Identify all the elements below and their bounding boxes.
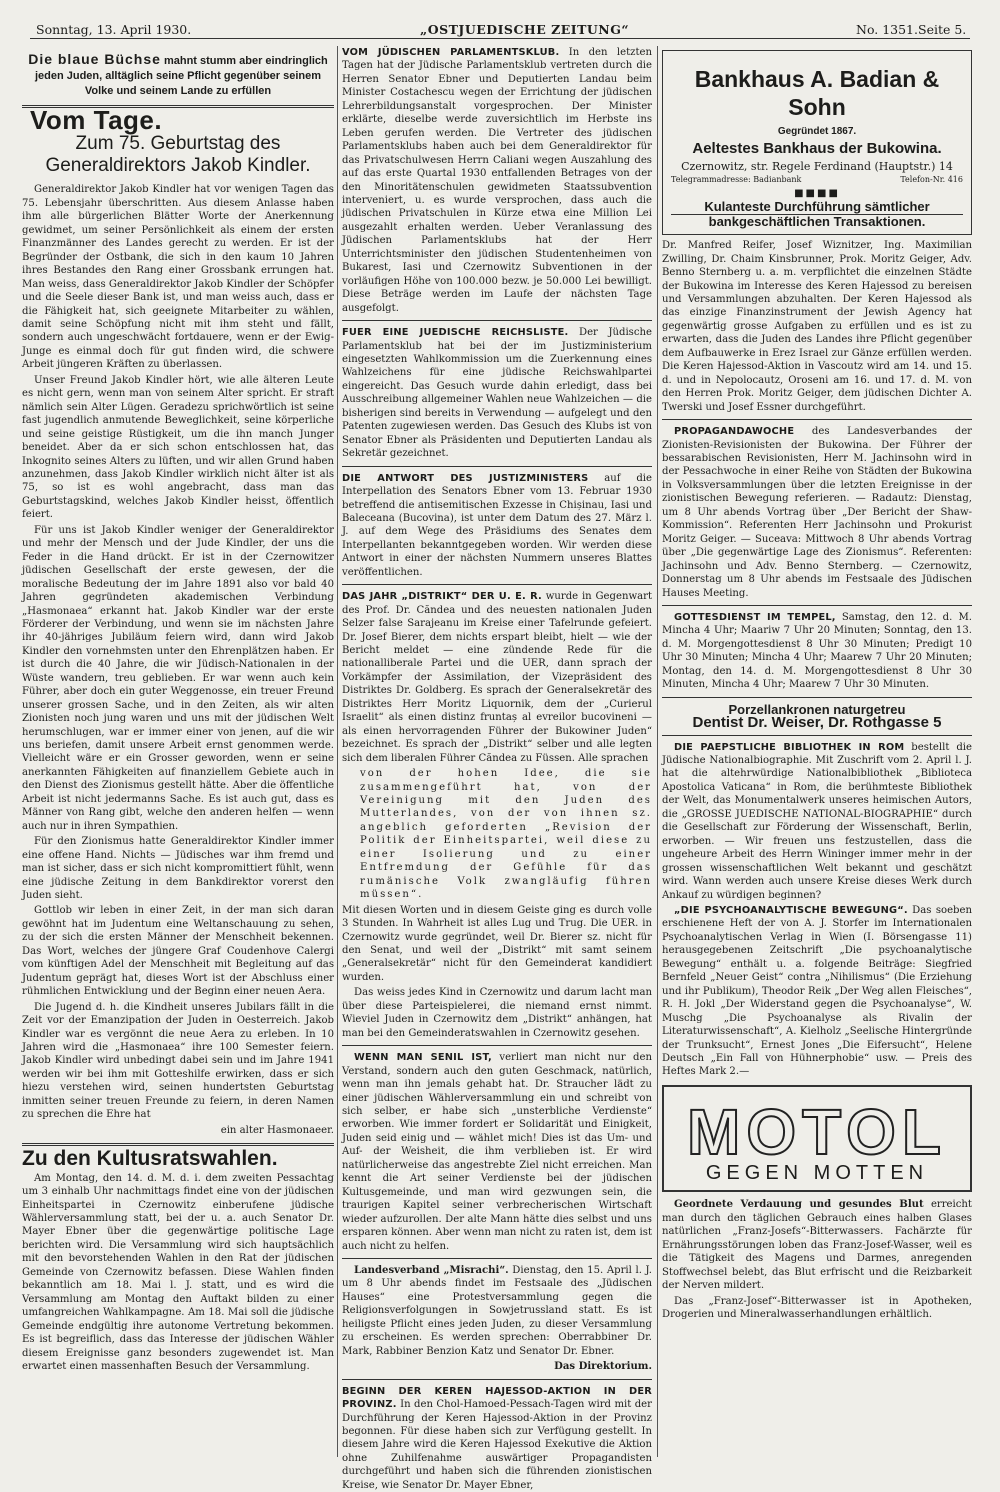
news-text: bestellt die Jüdische Nationalbiographie. Mit Zuschrift vom 2. April l. J. hat die altehrwürdige Nationalbibliothek „Biblioteca Apostolica Vaticana“ in Rom, die berühmteste Bibliothek der Welt, das Monumentalwerk unseres heimischen Autors, die „GROSSE JUEDISCHE NATIONAL-BIOGRAPHIE“ durch die Gesellschaft zur Förderung der Wissenschaft, Berlin, erworben. — Wir freuen uns festzustellen, dass die ungeheure Arbeit des Herrn Wininger immer mehr in der grossen wissenschaftlichen Welt bekannt und geschätzt wird. Wann werden auch unsere Kreise dieses Werk durch Ankauf zu würdigen beginnen? — [662, 741, 972, 901]
divider — [342, 1045, 652, 1046]
article-paragraph: Generaldirektor Jakob Kindler hat vor wenigen Tagen das 75. Lebensjahr überschritten. Aus diesem Anlasse haben ihm alle bürgerlichen Blätter Worte der Anerkennung gewidmet, um seiner Persönlichkeit als einem der ersten Finanzmänner des Landes gerecht zu werden. Er ist der Begründer der Ostbank, die sich in den kaum 10 Jahren ihres Bestandes den Rang einer Grossbank errungen hat. Man weiss, dass Generaldirektor Jakob Kindler der Schöpfer und die Seele dieser Bank ist, und man weiss auch, dass er die Fähigkeit hat, sich geeignete Mitarbeiter zu wählen, damit seine Schöpfung nicht mit ihm steht und fällt, sondern auch ungeschwächt fortdauere, wenn er der Ewig-Junge es einmal doch für gut finden wird, die schwere Arbeit jüngeren Kräften zu überlassen. — [22, 184, 334, 371]
bank-advertisement — [662, 50, 972, 235]
divider — [342, 1379, 652, 1380]
article-paragraph: Für uns ist Jakob Kindler weniger der Generaldirektor und mehr der Mensch und der Jude Kindler, der uns die Feder in die Hand drückt. Er ist in der Czernowitzer jüdischen Gesellschaft der erste gewesen, der die moralische Bedeutung der im Jahre 1891 also vor bald 40 Jahren gegründeten akademischen Verbindung „Hasmonaea“ erkannt hat. Jakob Kindler war der erste Förderer der Verbindung, und wenn sie im nächsten Jahre ihr 40-jähriges Jubiläum feiern wird, dann wird Jakob Kindler den vornehmsten unter den Ehrenplätzen haben. Er ist durch die 40 Jahre, die wir Jüdisch-Nationalen in der Wüste wandern, treu geblieben. Er war wenn auch kein Führer, aber doch ein guter Weggenosse, ein treuer Freund unserer grossen Sache, und in den Zeiten, als wir alten Zionisten noch jung waren und uns mit der jüdischen Welt herumschlugen, war er immer einer von jenen, auf die wir uns beriefen, damit unsere Arbeit ernst genommen werde. Vielleicht wäre er ein Grosser geworden, wenn er seine anerkannten Fähigkeiten auf finanziellem Gebiete auch in den Dienst des Zionismus gestellt hätte. Aber die öffentliche Arbeit ist nicht jedermanns Sache. Es ist auch gut, dass es Männer von Rang gibt, welche den anderen helfen — wenn auch nur in ihren Sympathien. — [22, 524, 334, 832]
divider — [662, 419, 972, 420]
bank-telegram: Telegrammadresse: Badianbank — [671, 175, 802, 185]
news-text: auf die Interpellation des Senators Ebner vom 13. Februar 1930 betreffend die antisemitischen Exzesse in Chișinau, Iasi und Baleceana (Bucovina), ist unter dem Datum des 27. März l. J. auf dem Wege des Präsidiums des Senates dem Interpellanten bekanntgegeben worden. Wir werden diese Antwort in einer der nächsten Nummern unseres Blattes veröffentlichen. — [342, 472, 652, 578]
news-text: Der Jüdische Parlamentsklub hat bei der im Justizministerium eingesetzten Wahlkommission um die Zuerkennung eines Wahlzeichens für eine jüdische Reichswahlpartei eingereicht. Das Gesuch wurde dahin erledigt, dass bei Ausschreibung allgemeiner Wahlen neue Wahlzeichen — die bisherigen sind bereits in Verwendung — aufgelegt und den Patenten zugewiesen werden. Das Gesuch des Klubs ist von Senator Ebner als Präsidenten und Deputierten Landau als Sekretär gezeichnet. — [342, 327, 652, 460]
header-issue-number: No. 1351. — [856, 22, 918, 37]
divider — [342, 466, 652, 467]
bank-founded: Gegründet 1867. — [777, 126, 857, 137]
news-heading: Geordnete Verdauung und gesundes Blut — [674, 1199, 924, 1211]
news-text: Samstag, den 12. d. M. Mincha 4 Uhr; Maariw 7 Uhr 20 Minuten; Sonntag, den 13. d. M. Morgengottesdienst 8 Uhr 30 Minuten; Predigt 10 Uhr 30 Minuten; Mincha 4 Uhr; Maarew 7 Uhr 20 Minuten; Montag, den 14. d. M. Morgengottesdienst 8 Uhr 30 Minuten, Mincha 4 Uhr; Maarew 7 Uhr 30 Minuten. — [662, 611, 972, 691]
news-heading: BEGINN DER KEREN HAJESSOD-AKTION IN DER PROVINZ. — [342, 1385, 652, 1411]
news-heading: WENN MAN SENIL IST, — [354, 1052, 492, 1064]
news-text: wurde in Gegenwart des Prof. Dr. Căndea und des neuesten nationalen Juden Selzer false Sarajeanu im Kreise einer Tafelrunde gefeiert. Dr. Josef Bierer, dem nichts erspart bleibt, hielt — wie der Bericht meldet — eine zündende Rede für die nationalliberale Partei und die UER, dann sprach der Vorkämpfer der Assimilation, der Vizepräsident des Distriktes Dr. Goldberg. Es sprach der Generalsekretär des Distriktes Herr Moritz Liquornik, dem der „Curierul Israelit“ als einen distinz fruntaș al evreilor bucovineni — als einen hervorragenden Führer der Bukowiner Juden“ bezeichnet. Es sprach der „Distrikt“ selber und alle legten sich dem liberalen Führer Căndea zu Füssen. Alle sprachen — [342, 591, 652, 764]
news-text: In den Chol-Hamoed-Pessach-Tagen wird mit der Durchführung der Keren Hajessod-Aktion in der Provinz begonnen. Für diese haben sich zur Verfügung gestellt. In diesem Jahre wird die Keren Hajessod Exekutive die Aktion ohne Zuhilfenahme auswärtiger Propagandisten durchgeführt und haben sich die führenden zionistischen Kreise, wie Senator Dr. Mayer Ebner, — [342, 1399, 652, 1491]
divider — [662, 735, 972, 736]
column-middle — [342, 46, 653, 1491]
column-divider — [337, 46, 338, 1457]
dentist-ad-line: Dentist Dr. Weiser, Dr. Rothgasse 5 — [692, 714, 942, 732]
header-page-number: Seite 5. — [918, 22, 967, 37]
column-right — [662, 46, 972, 1456]
blaue-buechse-title: Die blaue Büchse — [28, 51, 161, 67]
column-divider — [657, 46, 658, 1457]
motol-logo: MOTOL — [687, 1095, 947, 1168]
section-title-vom-tage: Vom Tage. — [30, 105, 163, 135]
news-heading: DAS JAHR „DISTRIKT“ DER U. E. R. — [342, 591, 542, 603]
article-paragraph: Für den Zionismus hatte Generaldirektor Kindler immer eine offene Hand. Nichts — Jüdisches war ihm fremd und man ist sicher, dass er sich nicht kompromittiert fühlt, wenn eine jüdische Zeitung in dem Bankdirektor vorerst den Juden sieht. — [22, 836, 334, 902]
article-paragraph: Am Montag, den 14. d. M. d. i. dem zweiten Pessachtag um 3 einhalb Uhr nachmittags findet eine von der jüdischen Einheitspartei in Czernowitz einberufene jüdische Wählerversammlung statt, bei der u. a. auch Senator Dr. Mayer Ebner über die gegenwärtige politische Lage berichten wird. Die Versammlung wird sich hauptsächlich mit den bevorstehenden Wahlen in den Rat der jüdischen Gemeinde von Czernowitz befassen. Diese Wahlen finden bekanntlich am 18. Mai l. J. statt, und es wird die Versammlung am Montag den Auftakt bilden zu einer umfangreichen Wahlkampagne. Am 18. Mai soll die jüdische Gemeinde endgültig ihre autonome Vertretung bekommen. Es ist begreiflich, dass das Interesse der jüdischen Wähler diesem Ereignisse ganz besonders zugewendet ist. Man erwartet einen massenhaften Besuch der Versammlung. — [22, 1172, 334, 1372]
news-heading: FUER EINE JUEDISCHE REICHSLISTE. — [342, 327, 569, 339]
news-text: erreicht man durch den täglichen Gebrauch eines halben Glases natürlichen „Franz-Josefs“-Bitterwassers. Fachärzte für Ernährungsstörungen loben das Franz-Josef-Wasser, weil es die Tätigkeit des Magens und Darmes, anregenden Stoffwechsel belebt, das Blut erfrischt und die Reizbarkeit der Nerven mildert. — [662, 1199, 972, 1292]
bank-slogan: Aeltestes Bankhaus der Bukowina. — [692, 140, 942, 158]
bank-name: Bankhaus A. Badian & Sohn — [694, 66, 940, 120]
bank-address: Czernowitz, str. Regele Ferdinand (Hauptstr.) 14 — [681, 159, 953, 173]
divider — [342, 1258, 652, 1259]
ornament-icon: ■■■■ — [794, 187, 840, 199]
article-paragraph: Die Jugend d. h. die Kindheit unseres Jubilars fällt in die Zeit vor der Emanzipation der Juden in Oesterreich. Jakob Kindler war es vergönnt die neue Aera zu erleben. In 10 Jahren wird die „Hasmonaea“ ihre 100 Semester feiern. Jakob Kindler wird unbedingt dabei sein und im Jahre 1941 werden wir bei ihm mit Gotteshilfe erwirken, dass er sich hiezu verstehen wird, seinen hundertsten Geburtstag inmitten seiner treuen Freunde zu feiern, in deren Namen zu sprechen die Ehre hat — [22, 1001, 334, 1121]
news-quote: von der hohen Idee, die sie zusammengeführt hat, von der Vereinigung mit den Juden des Mutterlandes, von der von ihnen sz. angeblich geforderten „Revision der Politik der Einheitspartei, weil diese zu einer Isolierung und zu einer Entfremdung der Gefühle für das rumänische Volk zwangläufig führen müssen“. — [360, 768, 652, 901]
article-title-kultusratswahlen: Zu den Kultusratswahlen. — [22, 1147, 278, 1171]
article-title-kindler: Zum 75. Geburtstag des Generaldirektors Jakob Kindler. — [45, 133, 311, 177]
news-heading: PROPAGANDAWOCHE — [674, 426, 795, 438]
divider — [662, 605, 972, 606]
header-date: Sonntag, 13. April 1930. — [36, 22, 192, 37]
page-header — [30, 14, 970, 39]
news-text: Das „Franz-Josef“-Bitterwasser ist in Apotheken, Drogerien und Mineralwasserhandlungen erhältlich. — [662, 1295, 972, 1320]
news-text: Das weiss jedes Kind in Czernowitz und darum lacht man über diese Parteispielerei, die niemand ernst nimmt. Wieviel Juden in Czernowitz dem „Distrikt“ anhängen, hat man bei den Gemeinderatswahlen in Czernowitz gesehen. — [342, 987, 652, 1039]
bank-tagline: bankgeschäftlichen Transaktionen. — [708, 213, 926, 229]
news-heading: Landesverband „Misrachi“. — [354, 1264, 509, 1276]
article-signature: ein alter Hasmonaeer. — [220, 1124, 334, 1136]
article-paragraph: Unser Freund Jakob Kindler hört, wie alle älteren Leute es nicht gern, wenn man von seinem Alter spricht. Er straft nämlich sein Alter Lügen. Geradezu sprichwörtlich ist seine fast jugendlich anmutende Beweglichkeit, seine körperliche und seine geistige Rüstigkeit, um die ihn manch Junger beneidet. Aber da er sich schon entschlossen hat, das Inkognito seines Alters zu lüften, und wir allen Grund haben anzunehmen, dass Jakob Kindler wirklich nicht älter ist als 75, so ist es wohl angebracht, dass man das Geburtstagskind, welches Jakob Kindler heisst, öffentlich feiert. — [22, 374, 334, 521]
divider — [22, 1143, 334, 1146]
blaue-buechse-text: mahnt stumm aber eindringlich jeden Juden, alltäglich seine Pflicht gegenüber seinem Volke und seinem Lande zu erfüllen — [34, 55, 328, 97]
news-heading: DIE PAEPSTLICHE BIBLIOTHEK IN ROM — [674, 741, 905, 753]
article-paragraph: Gottlob wir leben in einer Zeit, in der man sich daran gewöhnt hat im Judentum eine Weltanschauung zu sehen, zu der sich die ersten Männer der Menschheit bekennen. Das Wort, welches der jüngere Graf Coudenhove Calergi vom künftigen Adel der Menschheit mit Begleitung auf das Judentum geprägt hat, dieses Wort ist der Abschluss einer rühmlichen Entwicklung und der Beginn einer neuen Aera. — [22, 905, 334, 998]
dentist-ad-line: Porzellankronen naturgetreu — [728, 701, 906, 717]
divider — [662, 697, 972, 698]
news-text: Dienstag, den 15. April l. J. um 8 Uhr abends findet im Festsaale des „Jüdischen Hauses“ eine Protestversammlung gegen die Religionsverfolgungen in Sowjetrussland statt. Es ist heiligste Pflicht eines jeden Juden, zu dieser Versammlung zu erscheinen. Es werden sprechen: Oberrabbiner Dr. Mark, Rabbiner Benzion Katz und Senator Dr. Ebner. — [342, 1264, 652, 1357]
news-text: des Landesverbandes der Zionisten-Revisionisten der Bukowina. Der Führer der bessarabischen Revisionisten, Herr M. Jachinsohn wird in der Pessachwoche in einer Reihe von Städten der Bukowina in Volksversammlungen über die letzten Ereignisse in der zionistischen Bewegung referieren. — Radautz: Dienstag, um 8 Uhr abends Vortrag über „Der Bericht der Shaw-Kommission“. Referenten Herr Jachinsohn und Prokurist Moritz Geiger. — Suceava: Mittwoch 8 Uhr abends Vortrag über „Die gegenwärtige Lage des Zionismus“. Referenten: Jachinsohn und Adv. Benno Sternberg. — Czernowitz, Donnerstag um 8 Uhr abends im Festsaale des Jüdischen Hauses Meeting. — [662, 426, 972, 599]
motol-advertisement — [662, 1085, 972, 1192]
news-heading: „DIE PSYCHOANALYTISCHE BEWEGUNG“. — [674, 905, 908, 917]
divider — [342, 584, 652, 585]
bank-phone: Telefon-Nr. 416 — [900, 175, 963, 185]
news-heading: GOTTESDIENST IM TEMPEL, — [674, 611, 836, 623]
news-text: Dr. Manfred Reifer, Josef Wiznitzer, Ing. Maximilian Zwilling, Dr. Chaim Kinsbrunner, Prok. Moritz Geiger, Adv. Benno Sternberg u. a. m. verpflichtet die einzelnen Städte der Bukowina im Interesse des Keren Hajessod zu bereisen und Versammlungen abzuhalten. Der Keren Hajessod als das einzige Finanzinstrument der Jewish Agency hat gegenwärtig grosse Aufgaben zu erfüllen und es ist zu erwarten, dass die Juden des Landes ihre Pflicht gegenüber dem Aufbauwerke in Erez Israel zur Gänze erfüllen werden. Die Keren Hajessod-Aktion in Vascoutz wird am 14. und 15. d. und in Nepolocautz, Oroseni am 16. und 17. d. M. von den Herren Prok. Moritz Geiger, dem jüdischen Dichter A. Twerski und Josef Essner durchgeführt. — [662, 240, 972, 413]
motol-tagline: GEGEN MOTTEN — [705, 1161, 929, 1184]
column-left — [22, 46, 334, 1456]
bank-tagline: Kulanteste Durchführung sämtlicher — [671, 200, 963, 214]
blaue-buechse-notice — [22, 52, 334, 99]
news-heading: VOM JÜDISCHEN PARLAMENTSKLUB. — [342, 47, 560, 58]
news-heading: DIE ANTWORT DES JUSTIZMINISTERS — [342, 472, 589, 484]
news-text: Mit diesen Worten und in diesem Geiste ging es durch volle 3 Stunden. In Wahrheit ist alles Lug und Trug. Die UER. in Czernowitz wurde gegründet, weil Dr. Bierer sz. nicht für den Senat, und weil der „Distrikt“ mit samt seinem „Generalsekretär“ nicht für den Gemeinderat kandidiert wurden. — [342, 904, 652, 983]
news-text: Das soeben erschienene Heft der von A. J. Storfer im Internationalen Psychoanalytischen Verlag in Wien (I. Börsengasse 11) herausgegebenen Zeitschrift „Die psychoanalytische Bewegung“ enthält u. a. folgende Beiträge: Siegfried Bernfeld „Neuer Geist“ contra „Nihilismus“ (Die Erziehung und ihr Publikum), Theodor Reik „Der Weg allen Fleisches“, R. H. Jokl „Der Widerstand gegen die Psychoanalyse“, W. Muschg „Die Psychoanalyse als Rivalin der Literaturwissenschaft“, A. Kielholz „Seelische Hintergründe der Trunksucht“, Ernest Jones „Die Eifersucht“, Helene Deutsch „Ein Fall von Hühnerphobie“ usw. — Preis des Heftes Mark 2.— — [662, 905, 972, 1078]
news-text: verliert man nicht nur den Verstand, sondern auch den guten Geschmack, natürlich, wenn man ihn jemals gehabt hat. Dr. Straucher lädt zu einer jüdischen Wählerversammlung ein und schreibt von sich selber, er habe sich „unsterbliche Verdienste“ erworben. Wie immer fordert er Solidarität und Einigkeit, Juden seid einig und — wählet mich! Dies ist das Um- und Auf- der Weisheit, die ihm verblieben ist. Er wird natürlicherweise das angestrebte Ziel nicht erreichen. Man kennt die Art seiner Verdienste bei der jüdischen Kultusgemeinde, und man wird gezwungen sein, die traurigen Kapitel seiner verbrecherischen Wirtschaft wieder aufzurollen. Der alte Mann hätte dies selbst und uns ersparen können. Aber wenn man nicht zu raten ist, dem ist auch nicht zu helfen. — [342, 1052, 652, 1252]
divider — [342, 320, 652, 321]
header-paper-name: „OSTJUEDISCHE ZEITUNG“ — [420, 22, 630, 37]
news-text: In den letzten Tagen hat der Jüdische Parlamentsklub vertreten durch die Herren Senator Ebner und Deputierten Landau beim Minister Costachescu wegen der Errichtung der jüdischen Lehrerbildungsanstalt vorgesprochen. Der Minister erklärte, dieselbe werde zuversichtlich im Herbste ins Leben gerufen werden. Die Vertreter des jüdischen Parlamentsklubs haben auch bei dem Generaldirektor für das Privatschulwesen Herrn Caliani wegen Auszahlung des auf das erste Quartal 1930 entfallenden Betrages von der den Minoritätenschulen gewidmeten Staatssubvention interveniert, u. es wurde versprochen, dass auch die jüdischen Privatschulen in Kürze etwa eine Million Lei ausgezahlt erhalten werden. Ueber Veranlassung des Jüdischen Parlamentsklubs hat der Herr Unterrichtsminister den jüdischen Studentenheimen von Bukarest, Iasi und Czernowitz Subventionen in der vorläufigen Höhe von 100.000 bezw. je 50.000 Lei bewilligt. Diese Beträge werden im Laufe der nächsten Tage ausgefolgt. — [342, 47, 653, 314]
news-signature: Das Direktorium. — [554, 1361, 652, 1373]
